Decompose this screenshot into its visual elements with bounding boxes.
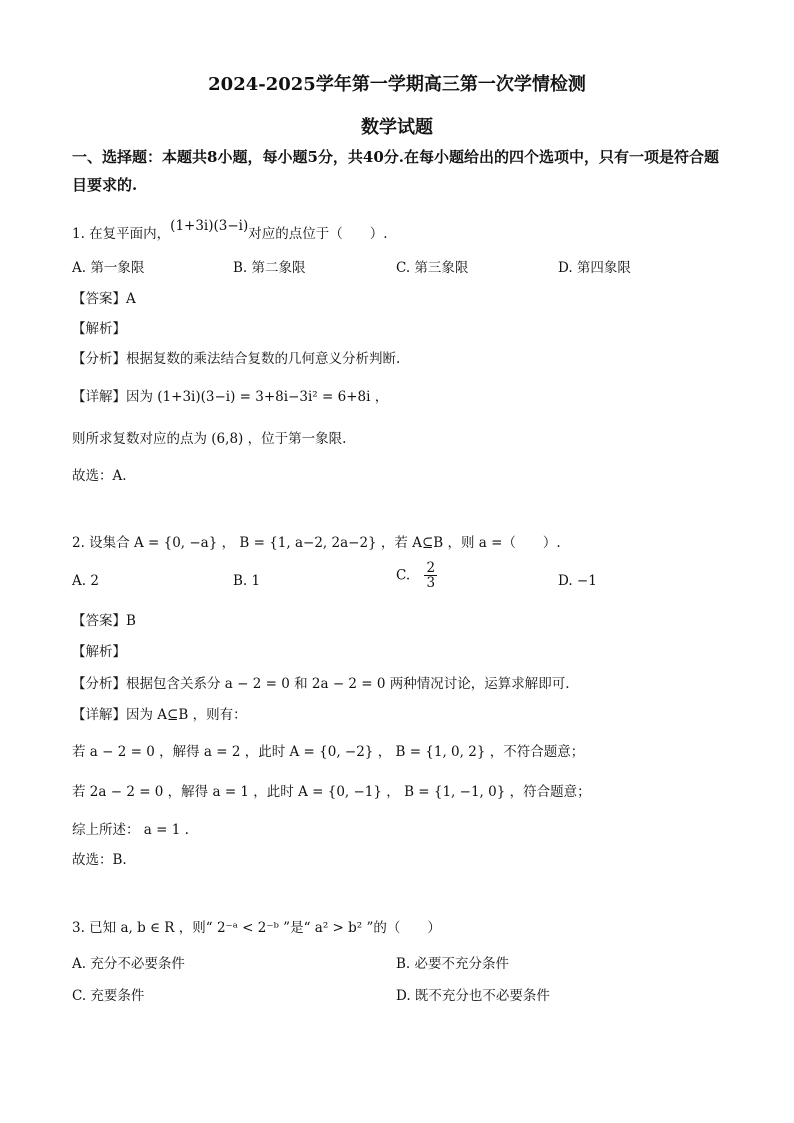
q1-line2: 则所求复数对应的点为 (6,8) ，位于第一象限. bbox=[72, 431, 347, 447]
q1-answer: 【答案】A bbox=[72, 291, 136, 307]
q2-case2: 若 2a − 2 = 0 ，解得 a = 1 ，此时 A = {0, −1} ， B = {1, −1, 0} ，符合题意； bbox=[72, 784, 591, 800]
q1-detail: 【详解】因为 (1+3i)(3−i) = 3+8i−3i² = 6+8i ， bbox=[72, 389, 389, 405]
fraction-numerator: 2 bbox=[426, 560, 436, 576]
q1-expression: (1+3i)(3−i) bbox=[170, 218, 249, 234]
q2-stem: 2. 设集合 A = {0, −a} ， B = {1, a−2, 2a−2} ，若 A⊆B ，则 a =（ ）. bbox=[72, 535, 561, 551]
q1-option-b: B. 第二象限 bbox=[233, 260, 306, 276]
q2-analysis-label: 【解析】 bbox=[72, 644, 126, 660]
q1-option-c: C. 第三象限 bbox=[396, 260, 469, 276]
q3-option-a: A. 充分不必要条件 bbox=[72, 956, 185, 972]
q1-option-d: D. 第四象限 bbox=[558, 260, 631, 276]
q3-option-b: B. 必要不充分条件 bbox=[396, 956, 510, 972]
q2-choose: 故选：B. bbox=[72, 852, 127, 868]
fraction-denominator: 3 bbox=[426, 575, 436, 591]
q1-stem bbox=[72, 218, 388, 242]
page-title: 2024-2025学年第一学期高三第一次学情检测 bbox=[208, 74, 586, 95]
page-subtitle: 数学试题 bbox=[361, 117, 433, 138]
q1-stem-post: 对应的点位于（ ）. bbox=[248, 226, 388, 242]
q2-option-d: D. −1 bbox=[558, 573, 597, 589]
q2-fenxi: 【分析】根据包含关系分 a − 2 = 0 和 2a − 2 = 0 两种情况讨论，运算求解即可. bbox=[72, 676, 570, 692]
q2-option-a: A. 2 bbox=[72, 573, 99, 589]
q2-case1: 若 a − 2 = 0 ，解得 a = 2 ，此时 A = {0, −2} ， B = {1, 0, 2} ，不符合题意； bbox=[72, 744, 585, 760]
q2-summary: 综上所述： a = 1 . bbox=[72, 822, 189, 838]
q1-option-a: A. 第一象限 bbox=[72, 260, 145, 276]
q2-option-c-label: C. bbox=[396, 567, 411, 584]
q2-answer: 【答案】B bbox=[72, 613, 136, 629]
section-heading: 一、选择题：本题共8小题，每小题5分，共40分.在每小题给出的四个选项中，只有一项是符合题目要求的. bbox=[72, 148, 719, 194]
q3-option-c: C. 充要条件 bbox=[72, 988, 145, 1004]
q2-option-c-fraction bbox=[424, 561, 437, 590]
q1-analysis-label: 【解析】 bbox=[72, 321, 126, 337]
q1-fenxi: 【分析】根据复数的乘法结合复数的几何意义分析判断. bbox=[72, 351, 401, 367]
q1-choose: 故选：A. bbox=[72, 468, 127, 484]
q2-option-b: B. 1 bbox=[233, 573, 261, 589]
q2-detail: 【详解】因为 A⊆B ，则有： bbox=[72, 707, 247, 723]
q3-stem: 3. 已知 a, b ∈ R ，则“ 2⁻ᵃ < 2⁻ᵇ ”是“ a² > b² ”的（ ） bbox=[72, 920, 441, 936]
q3-option-d: D. 既不充分也不必要条件 bbox=[396, 988, 550, 1004]
q1-stem-pre: 1. 在复平面内， bbox=[72, 226, 171, 242]
q2-option-c bbox=[396, 561, 437, 590]
